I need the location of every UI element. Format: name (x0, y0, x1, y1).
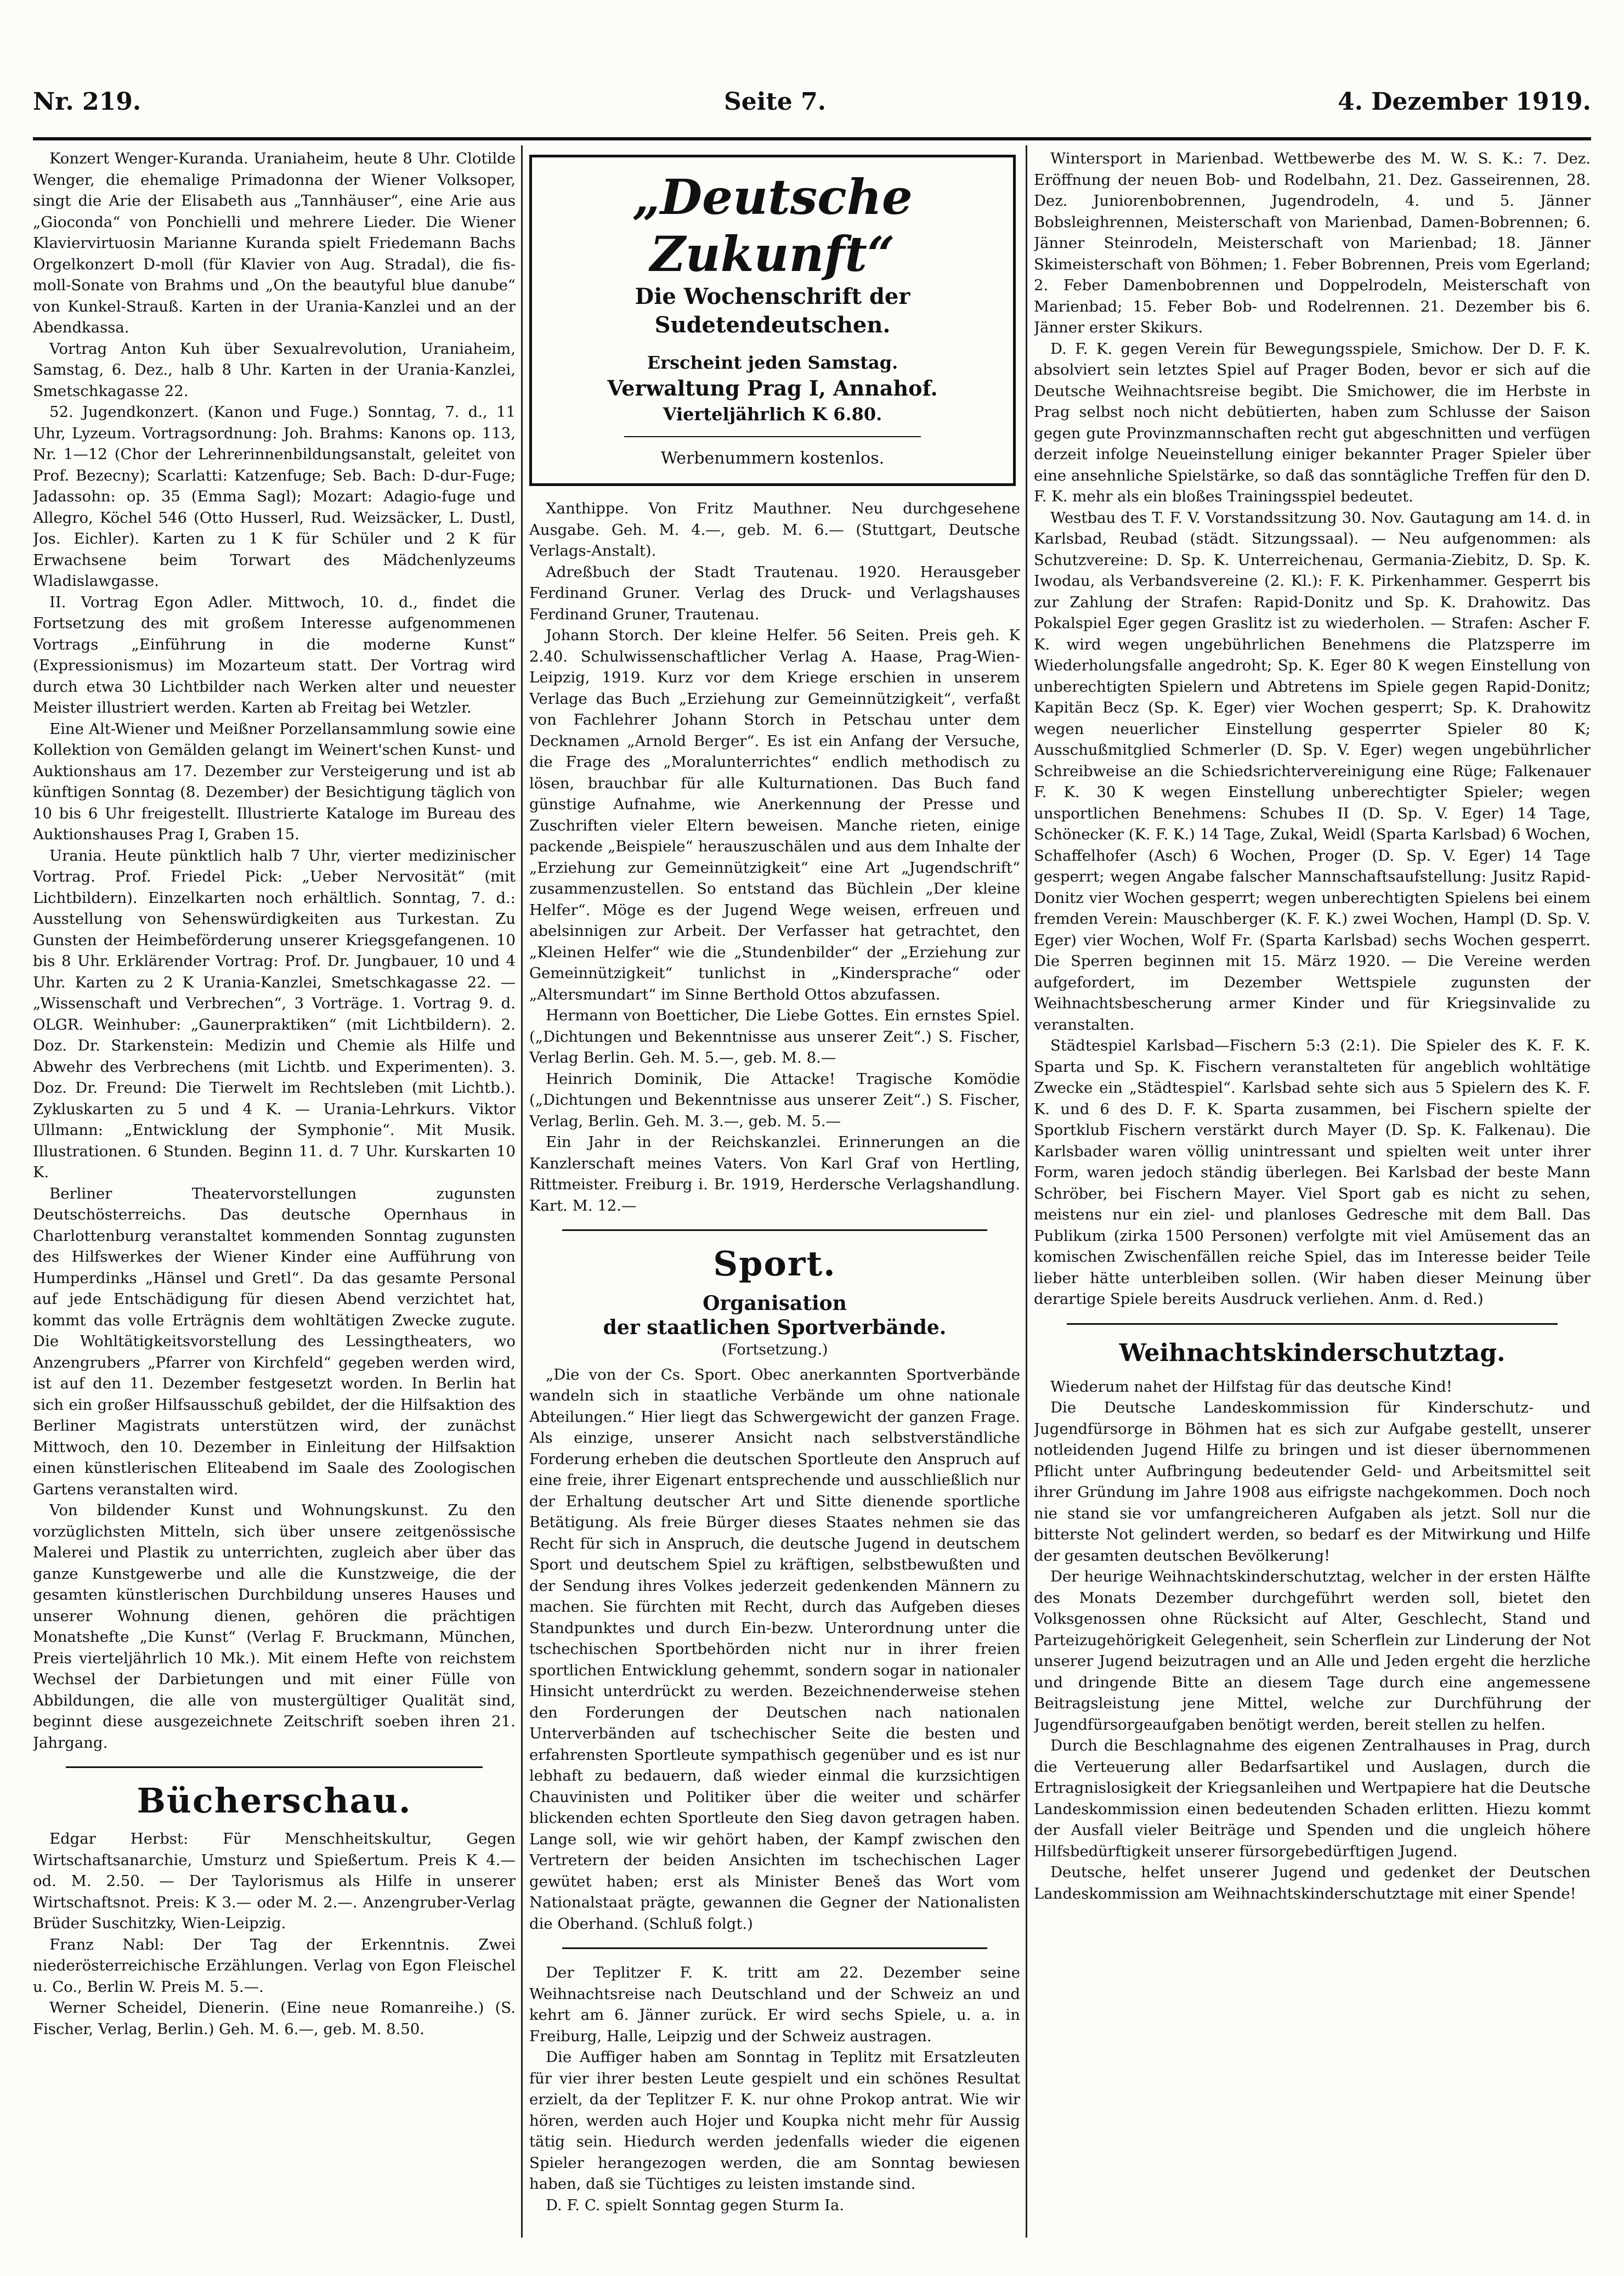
separator (66, 1766, 483, 1768)
column-left (33, 148, 516, 2243)
article-paragraph: Deutsche, helfet unserer Jugend und gedenket der Deutschen Landeskommission am Weihnachtskinderschutztage mit einer Spende! (1034, 1863, 1591, 1902)
section-title-buecherschau: Bücherschau. (137, 1781, 412, 1821)
article-paragraph: Westbau des T. F. V. Vorstandssitzung 30. Nov. Gautagung am 14. d. in Karlsbad, Reubad (städt. Sitzungssaal). — Neu aufgenommen: als Schutzvereine: D. Sp. K. Unterreichenau, Germania-Ziebitz, D. Sp. K. Iwodau, als Verbandsvereine (2. Kl.): F. K. Pirkenhammer. Gesperrt bis zur Zahlung der Strafen: Rapid-Donitz und Sp. K. Drahowitz. Das Pokalspiel Eger gegen Graslitz ist zu wiederholen. — Strafen: Ascher F. K. wird wegen ungebührlichen Benehmens die Platzsperre im Wiederholungsfalle angedroht; Sp. K. Eger 80 K wegen Einstellung von unberechtigten Spielern und Abtretens im Spiele gegen Rapid-Donitz; Kapitän Becz (Sp. K. Eger) vier Wochen gesperrt; Sp. K. Drahowitz wegen neuerlicher Einstellung gesperrter Spieler 80 K; Ausschußmitglied Schmerler (D. Sp. V. Eger) wegen ungebührlicher Schreibweise an die Schiedsrichtervereinigung eine Rüge; Falkenauer F. K. 30 K wegen Einstellung unberechtigter Spieler; wegen unsportlichen Benehmens: Schubes II (D. Sp. V. Eger) 14 Tage, Schönecker (K. F. K.) 14 Tage, Zukal, Weidl (Sparta Karlsbad) 6 Wochen, Schaffelhofer (Asch) 6 Wochen, Proger (D. Sp. V. Eger) 14 Tage gesperrt; wegen Angabe falscher Mannschaftsaufstellung: Jusitz Rapid-Donitz vier Wochen gesperrt; wegen unberechtigten Spielens bei einem fremden Verein: Mauschberger (K. F. K.) zwei Wochen, Hampl (D. Sp. V. Eger) vier Wochen, Wolf Fr. (Sparta Karlsbad) sechs Wochen gesperrt. Die Sperren beginnen mit 15. März 1920. — Die Vereine werden aufgefordert, im Dezember Wettspiele zugunsten der Weihnachtsbescherung armer Kinder und für Kriegsinvalide zu veranstalten. (1034, 509, 1591, 1033)
page-header (33, 82, 1591, 132)
article-paragraph: 52. Jugendkonzert. (Kanon und Fuge.) Sonntag, 7. d., 11 Uhr, Lyzeum. Vortragsordnung: Joh. Brahms: Kanons op. 113, Nr. 1—12 (Chor der Lehrerinnenbildungsanstalt, geleitet von Prof. Bezecny); Scarlatti: Katzenfuge; Seb. Bach: D-dur-Fuge; Jadassohn: op. 35 (Emma Sagl); Mozart: Adagio-fuge und Allegro, Köchel 546 (Otto Husserl, Rud. Weizsäcker, L. Dustl, Jos. Eichler). Karten zu 1 K für Schüler und 2 K für Erwachsene beim Torwart des Mädchenlyzeums Wladislawgasse. (33, 403, 516, 590)
article-paragraph: D. F. C. spielt Sonntag gegen Sturm Ia. (546, 2196, 845, 2214)
section-title-weihnachtskinderschutztag: Weihnachtskinderschutztag. (1119, 1339, 1506, 1367)
section-title-sport: Sport. (713, 1244, 836, 1284)
newspaper-page (22, 22, 1602, 2254)
article-paragraph: Xanthippe. Von Fritz Mauthner. Neu durchgesehene Ausgabe. Geh. M. 4.—, geb. M. 6.— (Stuttgart, Deutsche Verlags-Anstalt). (529, 500, 1020, 560)
ad-subtitle: Die Wochenschrift der Sudetendeutschen. (635, 284, 910, 338)
ad-title: „Deutsche Zukunft“ (632, 168, 913, 283)
article-paragraph: Die Deutsche Landeskommission für Kinderschutz- und Jugendfürsorge in Böhmen hat es sich zur Aufgabe gestellt, unserer notleidenden Jugend Hilfe zu bringen und ist dieser übernommenen Pflicht unter Aufbringung bedeutender Geld- und Arbeitsmittel seit ihrer Gründung im Jahre 1908 aus eifrigste nachgekommen. Doch noch nie stand sie vor umfangreicheren Aufgaben als jetzt. Soll nur die bitterste Not gelindert werden, so bedarf es der Mitwirkung und Hilfe der gesamten deutschen Bevölkerung! (1034, 1399, 1591, 1565)
sport-continued-note: (Fortsetzung.) (721, 1341, 828, 1358)
article-paragraph: „Die von der Cs. Sport. Obec anerkannten Sportverbände wandeln sich in staatliche Verbände um ohne nationale Abteilungen.“ Hier liegt das Schwergewicht der ganzen Frage. Als einzige, unserer Ansicht nach selbstverständliche Forderung erheben die deutschen Sportleute den Anspruch auf eine freie, ihrer Eigenart entsprechende und ausschließlich nur der Erhaltung deutscher Art und Sitte dienende sportliche Betätigung. Als freie Bürger dieses Staates nehmen sie das Recht für sich in Anspruch, die deutsche Jugend in deutschem Sport und deutschem Spiel zu kräftigen, selbstbewußten und der Sendung ihres Volkes jederzeit gedenkenden Männern zu machen. Sie fürchten mit Recht, durch das Aufgeben dieses Standpunktes und durch Ein-bezw. Unterordnung unter die tschechischen Sportbehörden nicht nur in ihrer freien sportlichen Entwicklung gehemmt, sondern sogar in nationaler Hinsicht unterdrückt zu werden. Bezeichnenderweise stehen den Forderungen der Deutschen nach nationalen Unterverbänden auf tschechischer Seite die besten und erfahrensten Sportleute sympathisch gegenüber und es ist nur lebhaft zu bedauern, daß wieder einmal die kurzsichtigen Chauvinisten und Politiker über die weiter und schärfer blickenden echten Sportleute den Sieg davon getragen haben. Lange soll, wie wir gehört haben, der Kampf zwischen den Vertretern der beiden Ansichten im tschechischen Lager gewütet haben; erst als Minister Beneš das Wort vom Nationalstaat prägte, gewannen die Gegner der Nationalisten die Oberhand. (Schluß folgt.) (529, 1365, 1020, 1933)
header-rule (33, 137, 1591, 140)
article-paragraph: Wintersport in Marienbad. Wettbewerbe des M. W. S. K.: 7. Dez. Eröffnung der neuen Bob- und Rodelbahn, 21. Dez. Gasseirennen, 28. Dez. Juniorenbobrennen, Jugendrodeln, 4. und 5. Jänner Bobsleighrennen, Meisterschaft von Marienbad, Damen-Bobrennen; 6. Jänner Steinrodeln, Meisterschaft von Marienbad; 18. Jänner Skimeisterschaft von Böhmen; 1. Feber Bobrennen, Preis vom Egerland; 2. Feber Damenbobrennen und Doppelrodeln, Meisterschaft von Marienbad; 15. Feber Bob- und Rodelrennen. 21. Dezember bis 6. Jänner erster Skikurs. (1034, 150, 1591, 336)
ad-line: Verwaltung Prag I, Annahof. (607, 376, 938, 400)
ad-line: Werbenummern kostenlos. (660, 449, 885, 468)
issue-number: Nr. 219. (33, 88, 142, 116)
article-paragraph: Vortrag Anton Kuh über Sexualrevolution, Uraniaheim, Samstag, 6. Dez., halb 8 Uhr. Karten in der Urania-Kanzlei, Smetschkagasse 22. (33, 340, 516, 400)
separator (1067, 1323, 1558, 1325)
article-paragraph: Adreßbuch der Stadt Trautenau. 1920. Herausgeber Ferdinand Gruner. Verlag des Druck- und Verlagshauses Ferdinand Gruner, Trautenau. (529, 563, 1020, 623)
article-paragraph: Konzert Wenger-Kuranda. Uraniaheim, heute 8 Uhr. Clotilde Wenger, die ehemalige Primadonna der Wiener Volksoper, singt die Arie der Elisabeth aus „Tannhäuser“, eine Arie aus „Gioconda“ von Ponchielli und mehrere Lieder. Die Wiener Klaviervirtuosin Marianne Kuranda spielt Friedemann Bachs Orgelkonzert D-moll (für Klavier von Aug. Stradal), die fis-moll-Sonate von Brahms und „On the beautyful blue danube“ von Kunkel-Strauß. Karten in der Urania-Kanzlei und an der Abendkassa. (33, 150, 516, 336)
column-middle (529, 148, 1020, 2243)
ad-line: Vierteljährlich K 6.80. (663, 404, 882, 425)
article-paragraph: D. F. K. gegen Verein für Bewegungsspiele, Smichow. Der D. F. K. absolviert sein letztes Spiel auf Prager Boden, bevor er sich auf die Deutsche Weihnachtsreise begibt. Die Smichower, die im Herbste in Prag selbst noch nicht debütierten, haben zum Schlusse der Saison gegen gute Provinzmannschaften recht gut abgeschnitten und verfügen derzeit infolge Neueinstellung einiger bekannter Prager Spieler über eine ansehnliche Spielstärke, so daß das sonntägliche Treffen für den D. F. K. mehr als ein bloßes Trainingsspiel bedeutet. (1034, 340, 1591, 505)
article-paragraph: Hermann von Boetticher, Die Liebe Gottes. Ein ernstes Spiel. („Dichtungen und Bekenntnisse aus unserer Zeit“.) S. Fischer, Verlag Berlin. Geh. M. 5.—, geb. M. 8.— (529, 1007, 1020, 1066)
article-paragraph: II. Vortrag Egon Adler. Mittwoch, 10. d., findet die Fortsetzung des mit großem Interesse aufgenommenen Vortrags „Einführung in die moderne Kunst“ (Expressionismus) im Mozarteum statt. Der Vortrag wird durch etwa 30 Lichtbilder nach Werken alter und neuester Meister illustriert werden. Karten ab Freitag bei Wetzler. (33, 593, 516, 716)
article-paragraph: Johann Storch. Der kleine Helfer. 56 Seiten. Preis geh. K 2.40. Schulwissenschaftlicher Verlag A. Haase, Prag-Wien-Leipzig, 1919. Kurz vor dem Kriege erschien in unserem Verlage das Buch „Erziehung zur Gemeinnützigkeit“, verfaßt von Fachlehrer Johann Storch in Petschau unter dem Decknamen „Arnold Berger“. Es ist ein Anfang der Versuche, die Frage des „Moralunterrichtes“ endlich methodisch zu lösen, brauchbar für alle Kulturnationen. Das Buch fand günstige Aufnahme, wie Anerkennung der Presse und Zuschriften vieler Eltern beweisen. Manche rieten, einige packende „Beispiele“ herauszuschälen und aus dem Inhalte der „Erziehung zur Gemeinnützigkeit“ eine Art „Jugendschrift“ zusammenzustellen. So entstand das Büchlein „Der kleine Helfer“. Möge es der Jugend Wege weisen, erfreuen und abelsinnigen zur Arbeit. Der Verfasser hat getrachtet, den „Kleinen Helfer“ wie die „Stundenbilder“ der „Erziehung zur Gemeinnützigkeit“ tunlichst in „Kindersprache“ oder „Altersmundart“ im Sinne Berthold Ottos abzufassen. (529, 626, 1020, 1003)
page-number: Seite 7. (724, 88, 827, 116)
column-divider (521, 145, 523, 2238)
advertisement-deutsche-zukunft (529, 155, 1016, 486)
sport-subheading: Organisation (703, 1292, 847, 1315)
issue-date: 4. Dezember 1919. (1338, 88, 1591, 116)
separator (562, 1229, 987, 1231)
article-paragraph: Durch die Beschlagnahme des eigenen Zentralhauses in Prag, durch die Verteuerung aller Bedarfsartikel und Auslagen, durch die Ertragnislosigkeit der Kriegsanleihen und Wertpapiere hat die Deutsche Landeskommission einen bedeutenden Schaden erlitten. Hiezu kommt der Ausfall vieler Beiträge und Spenden und die ungleich höhere Hilfsbedürftigkeit unserer fürsorgebedürftigen Jugend. (1034, 1737, 1591, 1860)
article-paragraph: Berliner Theatervorstellungen zugunsten Deutschösterreichs. Das deutsche Opernhaus in Charlottenburg veranstaltet kommenden Sonntag zugunsten des Hilfswerkes der Wiener Kinder eine Aufführung von Humperdinks „Hänsel und Gretl“. Da das gesamte Personal auf jede Entschädigung für diesen Abend verzichtet hat, kommt das volle Erträgnis dem wohltätigen Zwecke zugute. Die Wohltätigkeitsvorstellung des Lessingtheaters, wo Anzengrubers „Pfarrer von Kirchfeld“ gegeben werden wird, ist auf den 11. Dezember festgesetzt worden. In Berlin hat sich ein großer Hilfsausschuß gebildet, der die Hilfsaktion des Berliner Magistrats unterstützen wird, der zunächst Mittwoch, den 10. Dezember in Einleitung der Hilfsaktion einen künstlerischen Eliteabend im Saale des Zoologischen Gartens veranstalten wird. (33, 1184, 516, 1498)
article-paragraph: Von bildender Kunst und Wohnungskunst. Zu den vorzüglichsten Mitteln, sich über unsere zeitgenössische Malerei und Plastik zu unterrichten, zugleich aber über das ganze Kunstgewerbe und alle die Kunstzweige, die der gesamten künstlerischen Durchbildung unseres Hauses und unserer Wohnung dienen, gehören die prächtigen Monatshefte „Die Kunst“ (Verlag F. Bruckmann, München, Preis vierteljährlich 10 Mk.). Mit einem Hefte von reichstem Wechsel der Darbietungen und mit einer Fülle von Abbildungen, die alle von mustergültiger Qualität sind, beginnt diese ausgezeichnete Zeitschrift soeben ihren 21. Jahrgang. (33, 1501, 516, 1752)
article-paragraph: Urania. Heute pünktlich halb 7 Uhr, vierter medizinischer Vortrag. Prof. Friedel Pick: „Ueber Nervosität“ (mit Lichtbildern). Einzelkarten noch erhältlich. Sonntag, 7. d.: Ausstellung von Sehenswürdigkeiten aus Turkestan. Zu Gunsten der Heimbeförderung unserer Kriegsgefangenen. 10 bis 8 Uhr. Erklärender Vortrag: Prof. Dr. Jungbauer, 10 und 4 Uhr. Karten zu 2 K Urania-Kanzlei, Smetschkagasse 22. — „Wissenschaft und Verbrechen“, 3 Vorträge. 1. Vortrag 9. d. OLGR. Weinhuber: „Gaunerpraktiken“ (mit Lichtbildern). 2. Doz. Dr. Starkenstein: Medizin und Chemie als Hilfe und Abwehr des Verbrechens (mit Lichtb. und Experimenten). 3. Doz. Dr. Freund: Die Tierwelt im Rechtsleben (mit Lichtb.). Zykluskarten zu 5 und 4 K. — Urania-Lehrkurs. Viktor Ullmann: „Entwicklung der Symphonie“. Mit Musik. Illustrationen. 6 Stunden. Beginn 11. d. 7 Uhr. Kurskarten 10 K. (33, 846, 516, 1181)
article-paragraph: Wiederum nahet der Hilfstag für das deutsche Kind! (1050, 1377, 1452, 1396)
separator (562, 1947, 987, 1949)
article-paragraph: Städtespiel Karlsbad—Fischern 5:3 (2:1). Die Spieler des K. F. K. Sparta und Sp. K. Fischern veranstalteten für angeblich wohltätige Zwecke ein „Städtespiel“. Karlsbad sehte sich aus 5 Spielern des K. F. K. und 6 des D. F. K. Sparta zusammen, bei Fischern spielte der Sportklub Fischern verstärkt durch Mayer (D. Sp. K. Falkenau). Die Karlsbader waren völlig unintressant und spielten weit unter ihrer Form, waren jedoch ständig überlegen. Bei Karlsbad der beste Mann Schröber, bei Fischern Mayer. Viel Sport gab es nicht zu sehen, meistens nur ein ziel- und planloses Gedresche mit dem Ball. Das Publikum (zirka 1500 Personen) verfolgte mit viel Amüsement das an komischen Zwischenfällen reiche Spiel, das im Interesse beider Teile lieber hätte unterbleiben sollen. (Wir haben dieser Meinung über derartige Spiele bereits Ausdruck verliehen. Anm. d. Red.) (1034, 1037, 1591, 1308)
ad-rule (624, 436, 921, 437)
article-paragraph: Der heurige Weihnachtskinderschutztag, welcher in der ersten Hälfte des Monats Dezember durchgeführt werden soll, bietet den Volksgenossen ohne Rücksicht auf Alter, Geschlecht, Stand und Parteizugehörigkeit Gelegenheit, sein Scherflein zur Linderung der Not unserer Jugend beizutragen und an Alle und Jeden ergeht die herzliche und dringende Bitte an diesem Tage durch eine angemessene Beitragsleistung jene Mittel, welche zur Durchführung der Jugendfürsorgeaufgaben benötigt werden, bereit stellen zu helfen. (1034, 1568, 1591, 1733)
book-entry: Franz Nabl: Der Tag der Erkenntnis. Zwei niederösterreichische Erzählungen. Verlag von Egon Fleischel u. Co., Berlin W. Preis M. 5.—. (33, 1935, 516, 1996)
sport-subheading: der staatlichen Sportverbände. (603, 1316, 947, 1339)
article-paragraph: Ein Jahr in der Reichskanzlei. Erinnerungen an die Kanzlerschaft meines Vaters. Von Karl Graf von Hertling, Rittmeister. Freiburg i. Br. 1919, Herdersche Verlagshandlung. Kart. M. 12.— (529, 1133, 1020, 1215)
column-divider (1026, 145, 1027, 2238)
column-right (1034, 148, 1591, 2243)
ad-line: Erscheint jeden Samstag. (647, 352, 898, 373)
article-paragraph: Heinrich Dominik, Die Attacke! Tragische Komödie („Dichtungen und Bekenntnisse aus unserer Zeit“.) S. Fischer, Verlag, Berlin. Geh. M. 3.—, geb. M. 5.— (529, 1070, 1020, 1130)
article-paragraph: Eine Alt-Wiener und Meißner Porzellansammlung sowie eine Kollektion von Gemälden gelangt im Weinert'schen Kunst- und Auktionshaus am 17. Dezember zur Versteigerung und ist ab künftigen Sonntag (8. Dezember) der Besichtigung täglich von 10 bis 6 Uhr freigestellt. Illustrierte Kataloge im Bureau des Auktionshauses Prag I, Graben 15. (33, 720, 516, 843)
article-paragraph: Der Teplitzer F. K. tritt am 22. Dezember seine Weihnachtsreise nach Deutschland und der Schweiz an und kehrt am 6. Jänner zurück. Er wird sechs Spiele, u. a. in Freiburg, Halle, Leipzig und der Schweiz austragen. (529, 1964, 1020, 2045)
book-entry: Werner Scheidel, Dienerin. (Eine neue Romanreihe.) (S. Fischer, Verlag, Berlin.) Geh. M. 6.—, geb. M. 8.50. (33, 1999, 516, 2038)
article-paragraph: Die Auffiger haben am Sonntag in Teplitz mit Ersatzleuten für vier ihrer besten Leute gespielt und ein schönes Resultat erzielt, da der Teplitzer F. K. nur ohne Prokop antrat. Wie wir hören, werden auch Hojer und Koupka nicht mehr für Aussig tätig sein. Hiedurch werden jedenfalls wieder die eigenen Spieler herangezogen werden, die am Sonntag bewiesen haben, daß sie Tüchtiges zu leisten imstande sind. (529, 2048, 1020, 2193)
book-entry: Edgar Herbst: Für Menschheitskultur, Gegen Wirtschaftsanarchie, Umsturz und Spießertum. Preis K 4.— od. M. 2.50. — Der Taylorismus als Hilfe in unserer Wirtschaftsnot. Preis: K 3.— oder M. 2.—. Anzengruber-Verlag Brüder Suschitzky, Wien-Leipzig. (33, 1830, 516, 1932)
